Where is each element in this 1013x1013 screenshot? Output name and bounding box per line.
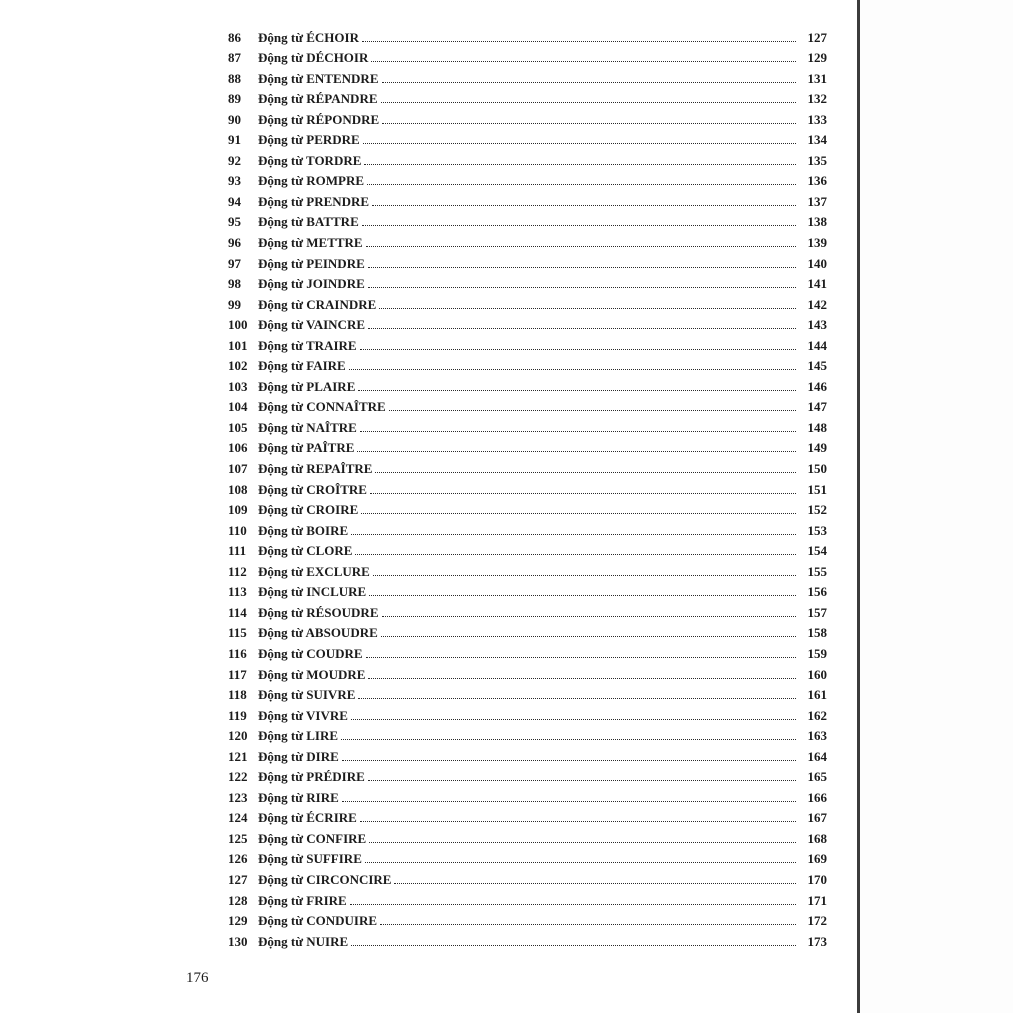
toc-entry-title: Động từ CRAINDRE bbox=[258, 296, 377, 312]
toc-entry-page: 145 bbox=[807, 358, 827, 374]
toc-entry bbox=[228, 106, 827, 127]
toc-entry-page: 142 bbox=[807, 296, 827, 312]
toc-entry-number: 93 bbox=[228, 173, 241, 189]
toc-entry-number: 113 bbox=[228, 584, 247, 600]
toc-entry-number: 100 bbox=[228, 317, 248, 333]
toc-entry bbox=[228, 209, 827, 230]
toc-entry-number: 92 bbox=[228, 152, 241, 168]
toc-entry-page: 162 bbox=[807, 707, 827, 723]
toc-entry-title: Động từ SUFFIRE bbox=[258, 851, 362, 867]
toc-entry-number: 116 bbox=[228, 645, 247, 661]
dotted-leader bbox=[365, 862, 796, 863]
dotted-leader bbox=[366, 657, 796, 658]
toc-entry-number: 106 bbox=[228, 440, 248, 456]
toc-entry-page: 161 bbox=[807, 687, 827, 703]
toc-entry-title: Động từ DÉCHOIR bbox=[258, 50, 369, 66]
toc-entry bbox=[228, 312, 827, 333]
toc-entry bbox=[228, 558, 827, 579]
toc-entry bbox=[228, 743, 827, 764]
toc-entry-number: 111 bbox=[228, 543, 247, 559]
dotted-leader bbox=[369, 842, 796, 843]
toc-entry-title: Động từ NUIRE bbox=[258, 933, 349, 949]
toc-entry bbox=[228, 394, 827, 415]
toc-entry-number: 105 bbox=[228, 419, 248, 435]
toc-entry-page: 166 bbox=[807, 789, 827, 805]
toc-entry-title: Động từ NAÎTRE bbox=[258, 419, 357, 435]
toc-entry bbox=[228, 866, 827, 887]
toc-entry bbox=[228, 291, 827, 312]
toc-entry bbox=[228, 373, 827, 394]
toc-entry bbox=[228, 620, 827, 641]
toc-entry-number: 109 bbox=[228, 502, 248, 518]
toc-entry bbox=[228, 332, 827, 353]
toc-entry-page: 138 bbox=[807, 214, 827, 230]
toc-entry bbox=[228, 825, 827, 846]
toc-entry-title: Động từ BATTRE bbox=[258, 214, 359, 230]
toc-entry-page: 136 bbox=[807, 173, 827, 189]
toc-entry-number: 122 bbox=[228, 769, 248, 785]
toc-entry-page: 154 bbox=[807, 543, 827, 559]
dotted-leader bbox=[350, 904, 796, 905]
dotted-leader bbox=[360, 431, 796, 432]
toc-entry bbox=[228, 414, 827, 435]
dotted-leader bbox=[380, 924, 796, 925]
toc-entry bbox=[228, 805, 827, 826]
dotted-leader bbox=[369, 595, 796, 596]
toc-entry-title: Động từ ENTENDRE bbox=[258, 70, 379, 86]
toc-entry-page: 146 bbox=[807, 378, 827, 394]
toc-entry-page: 155 bbox=[807, 563, 827, 579]
toc-entry-page: 165 bbox=[807, 769, 827, 785]
dotted-leader bbox=[357, 451, 796, 452]
toc-entry-number: 123 bbox=[228, 789, 248, 805]
toc-entry-page: 171 bbox=[807, 892, 827, 908]
toc-entry bbox=[228, 640, 827, 661]
toc-entry-number: 103 bbox=[228, 378, 248, 394]
toc-entry-title: Động từ VAINCRE bbox=[258, 317, 366, 333]
toc-entry-title: Động từ ÉCRIRE bbox=[258, 810, 357, 826]
toc-entry bbox=[228, 702, 827, 723]
toc-entry bbox=[228, 887, 827, 908]
toc-entry-title: Động từ ROMPRE bbox=[258, 173, 365, 189]
dotted-leader bbox=[382, 616, 797, 617]
toc-entry-number: 128 bbox=[228, 892, 248, 908]
toc-entry-page: 151 bbox=[807, 481, 827, 497]
toc-entry-page: 172 bbox=[807, 913, 827, 929]
toc-entry-title: Động từ CONFIRE bbox=[258, 830, 367, 846]
toc-entry-number: 87 bbox=[228, 50, 241, 66]
toc-entry bbox=[228, 168, 827, 189]
dotted-leader bbox=[370, 493, 796, 494]
toc-entry-title: Động từ MOUDRE bbox=[258, 666, 366, 682]
dotted-leader bbox=[381, 636, 796, 637]
toc-entry bbox=[228, 538, 827, 559]
toc-entry-number: 125 bbox=[228, 830, 248, 846]
toc-entry-page: 164 bbox=[807, 748, 827, 764]
toc-entry bbox=[228, 353, 827, 374]
toc-entry-number: 117 bbox=[228, 666, 247, 682]
dotted-leader bbox=[355, 554, 796, 555]
dotted-leader bbox=[382, 123, 796, 124]
toc-entry-number: 104 bbox=[228, 399, 248, 415]
dotted-leader bbox=[382, 82, 797, 83]
toc-entry bbox=[228, 599, 827, 620]
toc-entry-title: Động từ JOINDRE bbox=[258, 276, 365, 292]
toc-entry-title: Động từ PERDRE bbox=[258, 132, 360, 148]
toc-entry-title: Động từ BOIRE bbox=[258, 522, 349, 538]
toc-entry-number: 119 bbox=[228, 707, 247, 723]
toc-entry-number: 86 bbox=[228, 29, 241, 45]
toc-entry-page: 132 bbox=[807, 91, 827, 107]
toc-entry-title: Động từ REPAÎTRE bbox=[258, 461, 373, 477]
toc-entry-title: Động từ LIRE bbox=[258, 728, 339, 744]
toc-entry-page: 137 bbox=[807, 193, 827, 209]
toc-entry-page: 158 bbox=[807, 625, 827, 641]
toc-entry-page: 173 bbox=[807, 933, 827, 949]
dotted-leader bbox=[360, 349, 796, 350]
toc-entry-title: Động từ TRAIRE bbox=[258, 337, 357, 353]
toc-entry-number: 98 bbox=[228, 276, 241, 292]
dotted-leader bbox=[358, 390, 796, 391]
toc-entry bbox=[228, 497, 827, 518]
toc-entry-page: 134 bbox=[807, 132, 827, 148]
dotted-leader bbox=[366, 246, 796, 247]
dotted-leader bbox=[368, 780, 796, 781]
toc-entry-page: 133 bbox=[807, 111, 827, 127]
toc-entry bbox=[228, 908, 827, 929]
dotted-leader bbox=[358, 698, 796, 699]
toc-entry-page: 170 bbox=[807, 871, 827, 887]
toc-entry-title: Động từ ABSOUDRE bbox=[258, 625, 378, 641]
toc-entry-title: Động từ FRIRE bbox=[258, 892, 347, 908]
dotted-leader bbox=[373, 575, 796, 576]
toc-entry-number: 121 bbox=[228, 748, 248, 764]
toc-entry-page: 147 bbox=[807, 399, 827, 415]
toc-entry bbox=[228, 682, 827, 703]
toc-entry-number: 108 bbox=[228, 481, 248, 497]
toc-entry bbox=[228, 435, 827, 456]
page-number: 176 bbox=[186, 970, 209, 986]
dotted-leader bbox=[367, 184, 796, 185]
toc-entry-number: 120 bbox=[228, 728, 248, 744]
dotted-leader bbox=[381, 102, 796, 103]
toc-entry-title: Động từ PRÉDIRE bbox=[258, 769, 365, 785]
toc-entry-title: Động từ FAIRE bbox=[258, 358, 346, 374]
dotted-leader bbox=[363, 143, 796, 144]
toc-entry-page: 141 bbox=[807, 276, 827, 292]
toc-entry-page: 144 bbox=[807, 337, 827, 353]
toc-entry bbox=[228, 723, 827, 744]
toc-entry-title: Động từ RÉPANDRE bbox=[258, 91, 378, 107]
toc-entry-page: 169 bbox=[807, 851, 827, 867]
toc-entry-title: Động từ PAÎTRE bbox=[258, 440, 355, 456]
toc-entry-title: Động từ PEINDRE bbox=[258, 255, 365, 271]
dotted-leader bbox=[362, 225, 796, 226]
page-right-margin bbox=[860, 0, 1013, 1013]
toc-entry-title: Động từ CIRCONCIRE bbox=[258, 871, 392, 887]
toc-entry bbox=[228, 250, 827, 271]
toc-entry-title: Động từ CONDUIRE bbox=[258, 913, 378, 929]
toc-entry-number: 127 bbox=[228, 871, 248, 887]
dotted-leader bbox=[394, 883, 796, 884]
toc-entry bbox=[228, 45, 827, 66]
toc-entry-number: 94 bbox=[228, 193, 241, 209]
toc-entry bbox=[228, 271, 827, 292]
toc-entry-number: 99 bbox=[228, 296, 241, 312]
dotted-leader bbox=[371, 61, 796, 62]
toc-entry-number: 115 bbox=[228, 625, 247, 641]
dotted-leader bbox=[361, 513, 796, 514]
dotted-leader bbox=[360, 821, 796, 822]
toc-entry-number: 88 bbox=[228, 70, 241, 86]
dotted-leader bbox=[351, 719, 796, 720]
toc-entry bbox=[228, 579, 827, 600]
toc-entry-number: 112 bbox=[228, 563, 247, 579]
toc-entry-title: Động từ EXCLURE bbox=[258, 563, 370, 579]
toc-entry-title: Động từ COUDRE bbox=[258, 645, 363, 661]
toc-entry-page: 156 bbox=[807, 584, 827, 600]
toc-entry-number: 107 bbox=[228, 461, 248, 477]
toc-entry-number: 91 bbox=[228, 132, 241, 148]
toc-entry bbox=[228, 846, 827, 867]
toc-entry bbox=[228, 476, 827, 497]
toc-entry-title: Động từ TORDRE bbox=[258, 152, 362, 168]
toc-entry-title: Động từ RIRE bbox=[258, 789, 339, 805]
toc-entry-page: 153 bbox=[807, 522, 827, 538]
toc-entry bbox=[228, 784, 827, 805]
toc-entry-number: 130 bbox=[228, 933, 248, 949]
toc-entry-title: Động từ CLORE bbox=[258, 543, 353, 559]
toc-entry bbox=[228, 661, 827, 682]
toc-entry-title: Động từ INCLURE bbox=[258, 584, 367, 600]
toc-entry-page: 152 bbox=[807, 502, 827, 518]
toc-entry-title: Động từ DIRE bbox=[258, 748, 339, 764]
toc-entry-page: 140 bbox=[807, 255, 827, 271]
dotted-leader bbox=[389, 410, 796, 411]
toc-entry-number: 90 bbox=[228, 111, 241, 127]
dotted-leader bbox=[375, 472, 796, 473]
toc-entry-title: Động từ CONNAÎTRE bbox=[258, 399, 386, 415]
toc-entry-title: Động từ ÉCHOIR bbox=[258, 29, 359, 45]
toc-entry bbox=[228, 928, 827, 949]
toc-entry-page: 149 bbox=[807, 440, 827, 456]
toc-entry-number: 89 bbox=[228, 91, 241, 107]
dotted-leader bbox=[372, 205, 796, 206]
toc-list bbox=[228, 24, 827, 949]
toc-entry-page: 168 bbox=[807, 830, 827, 846]
toc-entry bbox=[228, 229, 827, 250]
toc-entry-page: 135 bbox=[807, 152, 827, 168]
dotted-leader bbox=[368, 267, 796, 268]
toc-entry-page: 139 bbox=[807, 235, 827, 251]
toc-entry-page: 159 bbox=[807, 645, 827, 661]
toc-entry-number: 95 bbox=[228, 214, 241, 230]
toc-entry-page: 131 bbox=[807, 70, 827, 86]
dotted-leader bbox=[362, 41, 796, 42]
toc-entry bbox=[228, 455, 827, 476]
dotted-leader bbox=[349, 369, 796, 370]
page-edge-line bbox=[857, 0, 860, 1013]
toc-entry-title: Động từ RÉSOUDRE bbox=[258, 604, 379, 620]
dotted-leader bbox=[341, 739, 796, 740]
toc-entry-number: 102 bbox=[228, 358, 248, 374]
toc-entry-number: 97 bbox=[228, 255, 241, 271]
toc-entry bbox=[228, 24, 827, 45]
toc-entry-number: 126 bbox=[228, 851, 248, 867]
dotted-leader bbox=[368, 328, 796, 329]
toc-entry-title: Động từ RÉPONDRE bbox=[258, 111, 380, 127]
toc-entry-number: 101 bbox=[228, 337, 248, 353]
toc-entry-number: 129 bbox=[228, 913, 248, 929]
toc-entry-page: 160 bbox=[807, 666, 827, 682]
toc-entry-page: 167 bbox=[807, 810, 827, 826]
dotted-leader bbox=[364, 164, 796, 165]
dotted-leader bbox=[379, 308, 796, 309]
dotted-leader bbox=[351, 534, 796, 535]
toc-entry-number: 114 bbox=[228, 604, 247, 620]
toc-entry-title: Động từ PRENDRE bbox=[258, 193, 370, 209]
toc-entry-page: 150 bbox=[807, 461, 827, 477]
dotted-leader bbox=[342, 801, 796, 802]
toc-entry-title: Động từ SUIVRE bbox=[258, 687, 356, 703]
toc-entry-title: Động từ CROÎTRE bbox=[258, 481, 367, 497]
toc-entry-number: 96 bbox=[228, 235, 241, 251]
toc-entry-page: 143 bbox=[807, 317, 827, 333]
toc-entry-title: Động từ VIVRE bbox=[258, 707, 348, 723]
toc-entry-page: 129 bbox=[807, 50, 827, 66]
toc-entry-page: 127 bbox=[807, 29, 827, 45]
toc-entry-title: Động từ METTRE bbox=[258, 235, 363, 251]
dotted-leader bbox=[351, 945, 796, 946]
toc-entry-page: 163 bbox=[807, 728, 827, 744]
toc-entry bbox=[228, 127, 827, 148]
toc-entry-title: Động từ CROIRE bbox=[258, 502, 359, 518]
dotted-leader bbox=[342, 760, 796, 761]
toc-entry bbox=[228, 86, 827, 107]
toc-entry bbox=[228, 517, 827, 538]
toc-entry-page: 157 bbox=[807, 604, 827, 620]
toc-entry-number: 110 bbox=[228, 522, 247, 538]
toc-entry-number: 118 bbox=[228, 687, 247, 703]
toc-entry bbox=[228, 65, 827, 86]
toc-entry-number: 124 bbox=[228, 810, 248, 826]
dotted-leader bbox=[368, 287, 796, 288]
toc-entry bbox=[228, 764, 827, 785]
dotted-leader bbox=[368, 678, 796, 679]
toc-entry bbox=[228, 147, 827, 168]
toc-entry bbox=[228, 188, 827, 209]
toc-entry-title: Động từ PLAIRE bbox=[258, 378, 356, 394]
toc-entry-page: 148 bbox=[807, 419, 827, 435]
